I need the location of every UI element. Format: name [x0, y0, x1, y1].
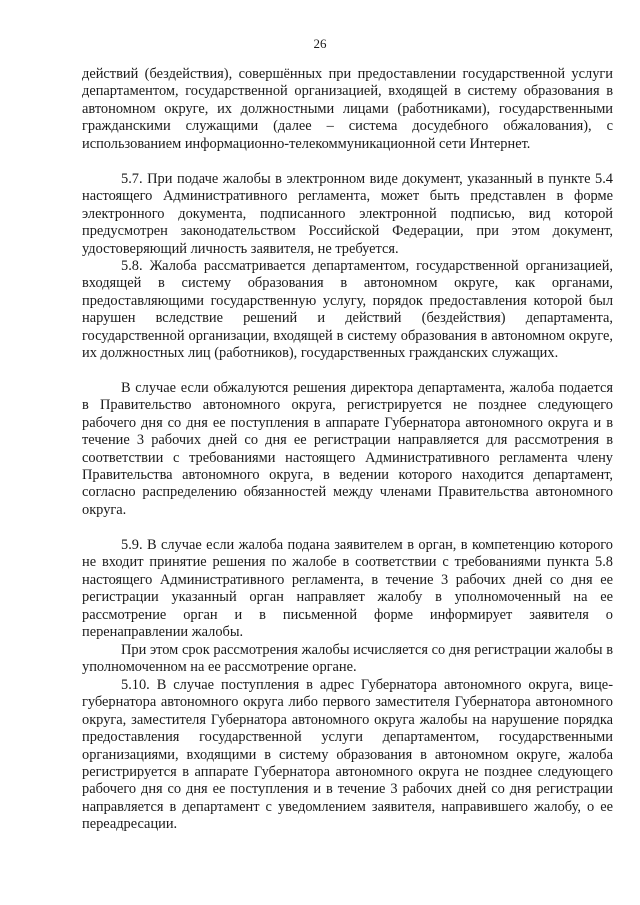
paragraph-5-9: 5.9. В случае если жалоба подана заявителем в орган, в компетенцию которого не входит принятие решения по жалобе в соответствии с требованиями пункта 5.8 настоящего Административного регламента, в течение 3 рабочих дней со дня ее регистрации указанный орган направляет жалобу в уполномоченный на ее рассмотрение орган и в письменной форме информирует заявителя о перенаправлении жалобы. — [82, 537, 613, 641]
paragraph-5-10: 5.10. В случае поступления в адрес Губернатора автономного округа, вице-губернатора автономного округа либо первого заместителя Губернатора автономного округа, заместителя Губернатора автономного округа жалобы на нарушение порядка предоставления государственной услуги департаментом, государственными организациями, входящими в систему образования в автономном округе, жалоба регистрируется в аппарате Губернатора автономного округа не позднее следующего рабочего дня со дня ее поступления и в течение 3 рабочих дней со дня регистрации направляется в департамент с уведомлением заявителя, направившего жалобу, о ее переадресации. — [82, 677, 613, 833]
page-number: 26 — [313, 36, 327, 51]
paragraph-5-9-term: При этом срок рассмотрения жалобы исчисляется со дня регистрации жалобы в уполномоченном на ее рассмотрение органе. — [82, 642, 613, 676]
document-body — [82, 66, 613, 834]
paragraph-5-8: 5.8. Жалоба рассматривается департаментом, государственной организацией, входящей в систему образования в автономном округе, как органами, предоставляющими государственную услугу, порядок предоставления которой был нарушен вследствие решений и действий (бездействия) департамента, государственной организации, входящей в систему образования в автономном округе, их должностных лиц (работников), государственных гражданских служащих. — [82, 258, 613, 362]
paragraph-5-7: 5.7. При подаче жалобы в электронном виде документ, указанный в пункте 5.4 настоящего Административного регламента, может быть представлен в форме электронного документа, подписанного электронной подписью, вид которой предусмотрен законодательством Российской Федерации, при этом документ, удостоверяющий личность заявителя, не требуется. — [82, 171, 613, 257]
paragraph-continuation: действий (бездействия), совершённых при предоставлении государственной услуги департаментом, государственной организацией, входящей в систему образования в автономном округе, их должностными лицами (работниками), государственными гражданскими служащими (далее – система досудебного обжалования), с использованием информационно-телекоммуникационной сети Интернет. — [82, 66, 613, 152]
paragraph-5-8-appeal-director: В случае если обжалуются решения директора департамента, жалоба подается в Правительство автономного округа, регистрируется не позднее следующего рабочего дня со дня ее поступления в аппарате Губернатора автономного округа и в течение 3 рабочих дней со дня ее регистрации направляется для рассмотрения в соответствии с требованиями настоящего Административного регламента члену Правительства автономного округа, в ведении которого находится департамент, согласно распределению обязанностей между членами Правительства автономного округа. — [82, 380, 613, 518]
